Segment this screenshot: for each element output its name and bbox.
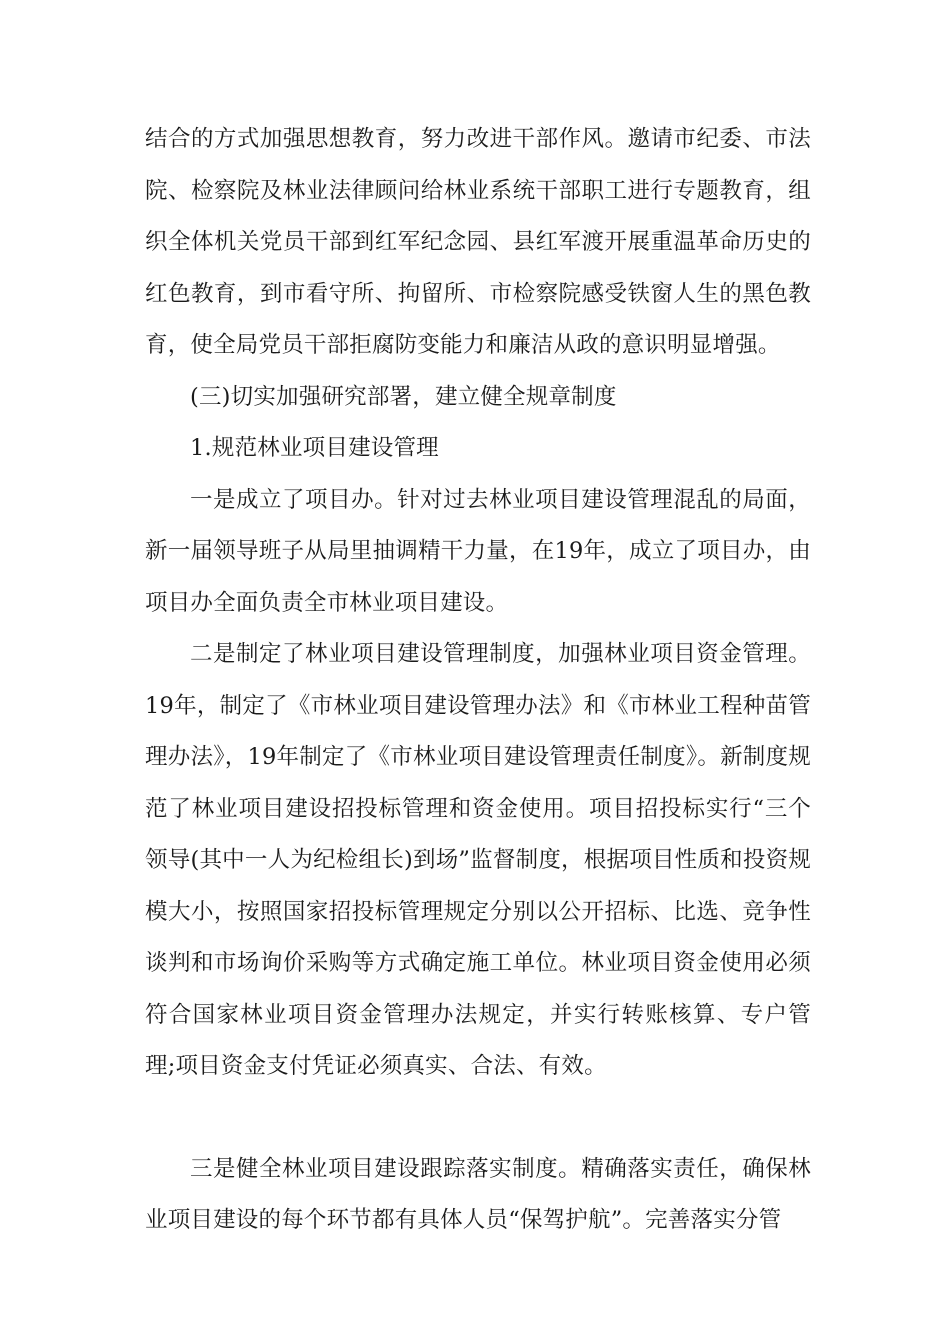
document-body xyxy=(145,114,811,1247)
paragraph-management-system: 二是制定了林业项目建设管理制度，加强林业项目资金管理。19年，制定了《市林业项目建设管理办法》和《市林业工程种苗管理办法》，19年制定了《市林业项目建设管理责任制度》。新制度规范了林业项目建设招投标管理和资金使用。项目招投标实行“三个领导(其中一人为纪检组长)到场”监督制度，根据项目性质和投资规模大小，按照国家招投标管理规定分别以公开招标、比选、竞争性谈判和市场询价采购等方式确定施工单位。林业项目资金使用必须符合国家林业项目资金管理办法规定，并实行转账核算、专户管理;项目资金支付凭证必须真实、合法、有效。 xyxy=(145,641,811,1079)
subsection-heading: 1.规范林业项目建设管理 xyxy=(190,435,439,461)
paragraph-continued: 结合的方式加强思想教育，努力改进干部作风。邀请市纪委、市法院、检察院及林业法律顾问给林业系统干部职工进行专题教育，组织全体机关党员干部到红军纪念园、县红军渡开展重温革命历史的红色教育，到市看守所、拘留所、市检察院感受铁窗人生的黑色教育，使全局党员干部拒腐防变能力和廉洁从政的意识明显增强。 xyxy=(145,126,811,358)
paragraph-project-office: 一是成立了项目办。针对过去林业项目建设管理混乱的局面，新一届领导班子从局里抽调精干力量，在19年，成立了项目办，由项目办全面负责全市林业项目建设。 xyxy=(145,486,811,616)
paragraph-tracking-system: 三是健全林业项目建设跟踪落实制度。精确落实责任，确保林业项目建设的每个环节都有具体人员“保驾护航”。完善落实分管 xyxy=(145,1155,811,1233)
section-heading: (三)切实加强研究部署，建立健全规章制度 xyxy=(190,383,617,410)
